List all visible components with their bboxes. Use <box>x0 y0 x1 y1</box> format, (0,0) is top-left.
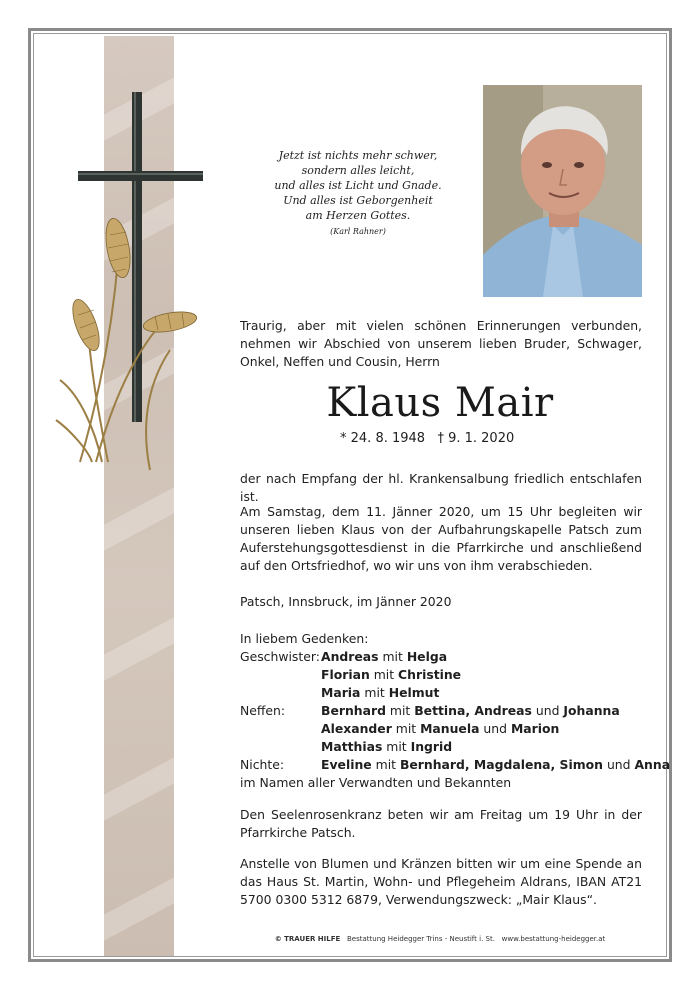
list-item: Geschwister: Andreas mit Helga <box>240 649 448 664</box>
list-item: Matthias mit Ingrid <box>321 739 453 754</box>
quote-author: (Karl Rahner) <box>330 227 386 236</box>
quote-line: Und alles ist Geborgenheit <box>283 194 433 207</box>
deceased-name: Klaus Mair <box>326 380 554 426</box>
family-label: Neffen: <box>240 703 286 718</box>
list-item: Nichte: Eveline mit Bernhard, Magdalena, Simon und Anna <box>240 757 671 772</box>
cross-with-wheat-icon <box>0 0 240 500</box>
footer-company: Bestattung Heidegger Trins - Neustift i. St. <box>346 935 495 943</box>
footer <box>240 935 640 943</box>
passing-text: der nach Empfang der hl. Krankensalbung friedlich entschlafen ist. <box>240 471 642 504</box>
list-item: Florian mit Christine <box>321 667 462 682</box>
list-item: Alexander mit Manuela und Marion <box>321 721 560 736</box>
donation-text: Anstelle von Blumen und Kränzen bitten wir um eine Spende an das Haus St. Martin, Wohn- und Pflegeheim Aldrans, IBAN AT21 5700 0300 5312 6879, Verwendungszweck: „Mair Klaus“. <box>240 856 642 907</box>
quote-line: und alles ist Licht und Gnade. <box>274 179 442 192</box>
footer-brand: © TRAUER HILFE <box>274 935 341 943</box>
portrait-image <box>483 85 642 297</box>
family-list <box>240 630 671 792</box>
family-label: Geschwister: <box>240 649 320 664</box>
life-dates: * 24. 8. 1948 † 9. 1. 2020 <box>340 431 515 446</box>
quote-line: am Herzen Gottes. <box>305 209 411 222</box>
list-item: Neffen: Bernhard mit Bettina, Andreas und Johanna <box>240 703 620 718</box>
quote-line: Jetzt ist nichts mehr schwer, <box>278 149 438 162</box>
place-date: Patsch, Innsbruck, im Jänner 2020 <box>240 594 452 609</box>
family-heading: In liebem Gedenken: <box>240 631 369 646</box>
ceremony-text: Am Samstag, dem 11. Jänner 2020, um 15 Uhr begleiten wir unseren lieben Klaus von der Aufbahrungskapelle Patsch zum Auferstehungsgottesdienst in die Pfarrkirche und anschließend auf den Ortsfriedhof, wo wir uns von ihm verabschieden. <box>240 504 642 573</box>
quote-block <box>240 148 476 237</box>
footer-url[interactable]: www.bestattung-heidegger.at <box>501 935 606 943</box>
family-closing: im Namen aller Verwandten und Bekannten <box>240 775 512 790</box>
intro-text: Traurig, aber mit vielen schönen Erinnerungen verbunden, nehmen wir Abschied von unserem lieben Bruder, Schwager, Onkel, Neffen und Cousin, Herrn <box>240 318 642 369</box>
portrait-photo <box>483 85 642 297</box>
list-item: Maria mit Helmut <box>321 685 440 700</box>
rosary-text: Den Seelenrosenkranz beten wir am Freitag um 19 Uhr in der Pfarrkirche Patsch. <box>240 807 642 840</box>
family-label: Nichte: <box>240 757 285 772</box>
quote-line: sondern alles leicht, <box>301 164 415 177</box>
